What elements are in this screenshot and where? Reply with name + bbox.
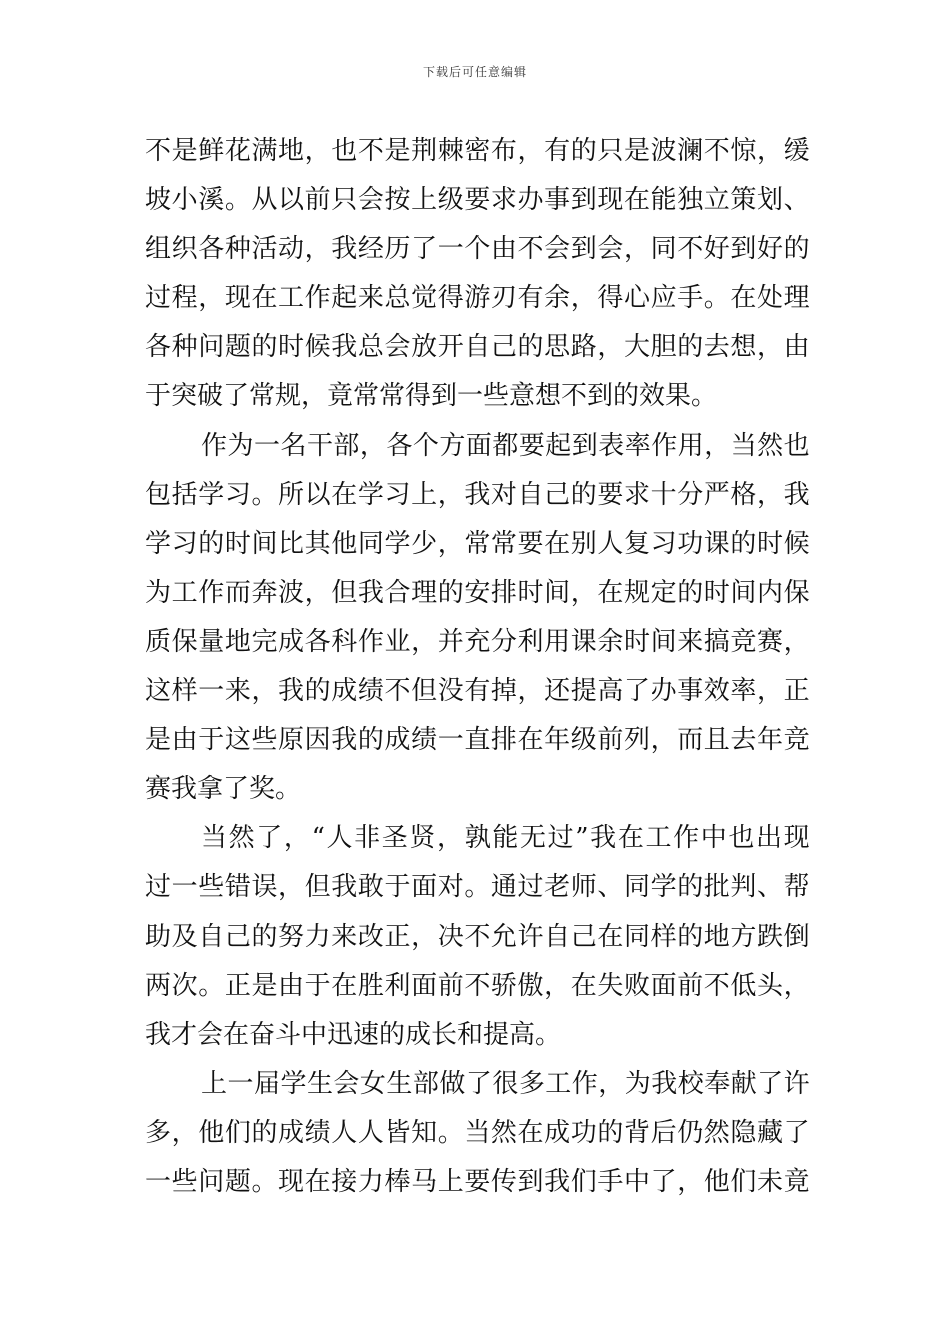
paragraph (145, 1060, 810, 1207)
text-line: 我才会在奋斗中迅速的成长和提高。 (145, 1019, 562, 1050)
text-line: 包 括 学 习 。 所 以 在 学 习 上 ， 我 对 自 己 的 要 求 十 分 严 格 ， 我 (145, 479, 810, 510)
text-line: 赛我拿了奖。 (145, 774, 302, 805)
text-line: 这 样 一 来 ， 我 的 成 绩 不 但 没 有 掉 ， 还 提 高 了 办 事 效 率 ， 正 (145, 676, 810, 707)
text-line: 两 次 。 正 是 由 于 在 胜 利 面 前 不 骄 傲 ， 在 失 败 面 前 不 低 头 ， (145, 970, 810, 1001)
paragraph (145, 127, 810, 422)
page-header: 下载后可任意编辑 (422, 65, 527, 79)
text-line: 于突破了常规，竟常常得到一些意想不到的效果。 (145, 381, 718, 412)
text-line: 多 ， 他 们 的 成 绩 人 人 皆 知 。 当 然 在 成 功 的 背 后 仍 然 隐 藏 了 (145, 1117, 810, 1148)
text-line: 是 由 于 这 些 原 因 我 的 成 绩 一 直 排 在 年 级 前 列 ， 而 且 去 年 竞 (145, 725, 810, 756)
paragraph (145, 422, 810, 815)
text-line: 作 为 一 名 干 部 ， 各 个 方 面 都 要 起 到 表 率 作 用 ， 当 然 也 (201, 430, 810, 461)
text-line: 一 些 问 题 。 现 在 接 力 棒 马 上 要 传 到 我 们 手 中 了 ， 他 们 未 竟 (145, 1166, 810, 1197)
text-line: 坡 小 溪 。 从 以 前 只 会 按 上 级 要 求 办 事 到 现 在 能 独 立 策 划 、 (145, 185, 810, 216)
text-line: 不 是 鲜 花 满 地 ， 也 不 是 荆 棘 密 布 ， 有 的 只 是 波 澜 不 惊 ， 缓 (145, 136, 810, 166)
text-line: 为 工 作 而 奔 波 ， 但 我 合 理 的 安 排 时 间 ， 在 规 定 的 时 间 内 保 (145, 577, 810, 608)
text-line: 过 一 些 错 误 ， 但 我 敢 于 面 对 。 通 过 老 师 、 同 学 的 批 判 、 帮 (145, 872, 810, 903)
text-line: 质 保 量 地 完 成 各 科 作 业 ， 并 充 分 利 用 课 余 时 间 来 搞 竞 赛 ， (145, 626, 810, 657)
text-line: 各 种 问 题 的 时 候 我 总 会 放 开 自 己 的 思 路 ， 大 胆 的 去 想 ， 由 (145, 332, 810, 363)
text-line: 组 织 各 种 活 动 ， 我 经 历 了 一 个 由 不 会 到 会 ， 同 不 好 到 好 的 (145, 234, 810, 265)
document-body (145, 127, 810, 1207)
text-line: 助 及 自 己 的 努 力 来 改 正 ， 决 不 允 许 自 己 在 同 样 的 地 方 跌 倒 (145, 921, 810, 952)
text-line: 上 一 届 学 生 会 女 生 部 做 了 很 多 工 作 ， 为 我 校 奉 献 了 许 (201, 1068, 810, 1099)
text-line: 过 程 ， 现 在 工 作 起 来 总 觉 得 游 刃 有 余 ， 得 心 应 手 。 在 处 理 (145, 283, 810, 314)
paragraph (145, 814, 810, 1059)
text-line: 学 习 的 时 间 比 其 他 同 学 少 ， 常 常 要 在 别 人 复 习 功 课 的 时 候 (145, 528, 810, 559)
text-line: 当 然 了 ， “ 人 非 圣 贤 ， 孰 能 无 过 ” 我 在 工 作 中 也 出 现 (201, 823, 810, 854)
